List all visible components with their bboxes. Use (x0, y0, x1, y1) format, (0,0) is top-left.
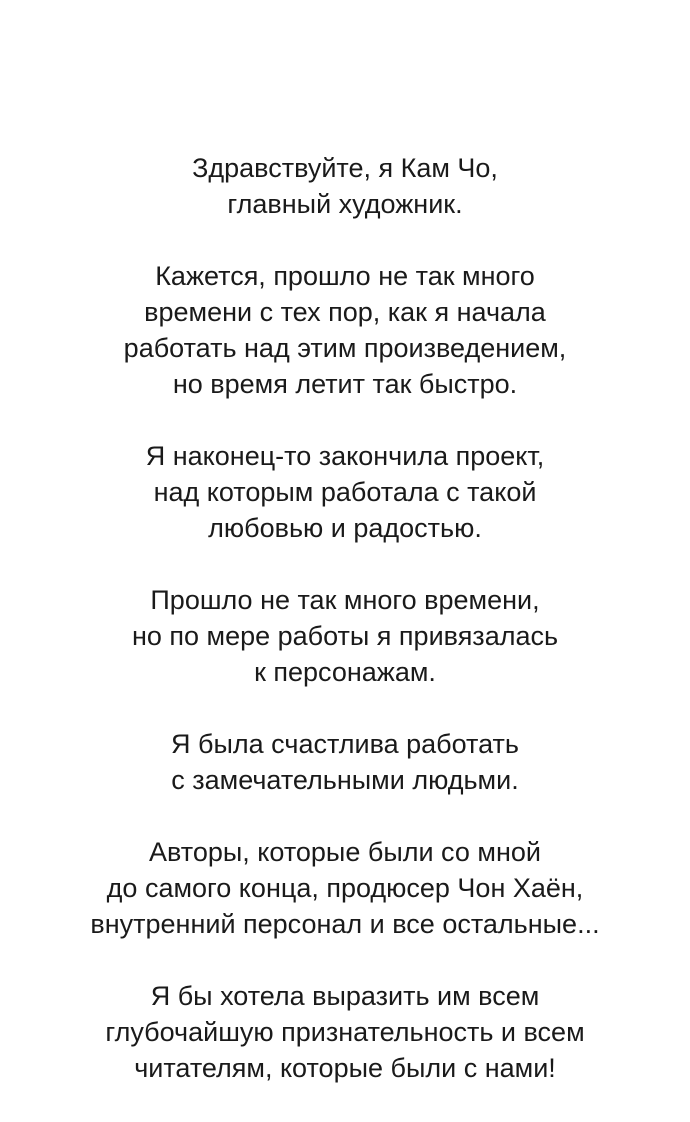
text-line: но по мере работы я привязалась (131, 621, 559, 651)
text-line: до самого конца, продюсер Чон Хаён, (106, 873, 584, 903)
characters-paragraph (0, 582, 690, 690)
project-paragraph (0, 438, 690, 546)
text-line: глубочайшую признательность и всем (105, 1017, 585, 1047)
text-line: внутренний персонал и все остальные... (90, 909, 600, 939)
gratitude-paragraph (0, 978, 690, 1086)
text-line: Авторы, которые были со мной (149, 837, 541, 867)
text-line: времени с тех пор, как я начала (144, 297, 546, 327)
text-line: Прошло не так много времени, (150, 585, 540, 615)
text-line: но время летит так быстро. (172, 369, 518, 399)
text-line: к персонажам. (254, 657, 436, 687)
text-line: Я бы хотела выразить им всем (150, 981, 540, 1011)
greeting-paragraph (0, 150, 690, 222)
text-line: Я наконец-то закончила проект, (145, 441, 545, 471)
text-line: читателям, которые были с нами! (134, 1053, 556, 1083)
text-line: работать над этим произведением, (123, 333, 567, 363)
text-line: над которым работала с такой (153, 477, 537, 507)
text-line: с замечательными людьми. (171, 765, 519, 795)
authors-paragraph (0, 834, 690, 942)
text-line: любовью и радостью. (208, 513, 482, 543)
afterword-text (0, 150, 690, 1122)
text-line: главный художник. (227, 189, 463, 219)
text-line: Кажется, прошло не так много (155, 261, 535, 291)
time-paragraph (0, 258, 690, 402)
text-line: Я была счастлива работать (171, 729, 519, 759)
people-paragraph (0, 726, 690, 798)
text-line: Здравствуйте, я Кам Чо, (192, 153, 498, 183)
